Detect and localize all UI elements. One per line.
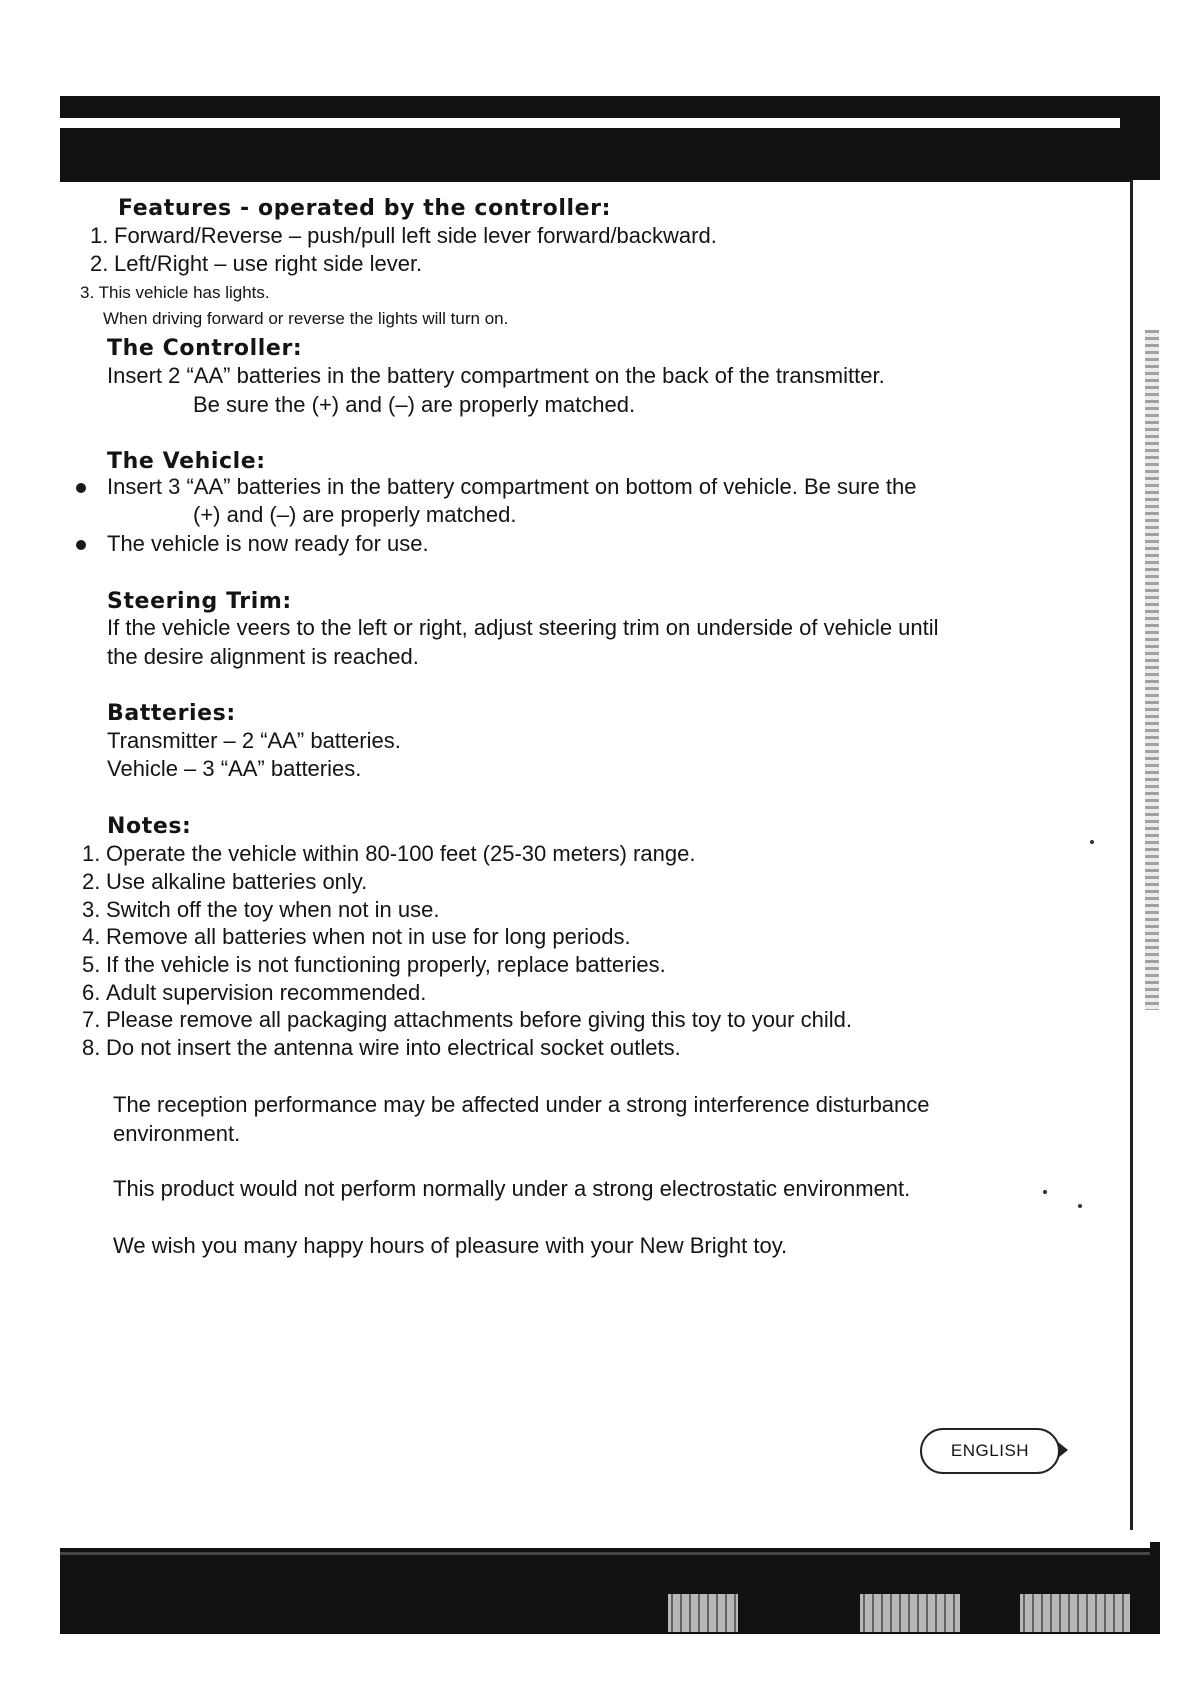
features-item-3-subtext: When driving forward or reverse the lights will turn on.	[103, 309, 509, 328]
list-number: 4.	[82, 924, 101, 949]
bullet-dot	[76, 540, 86, 550]
batteries-line-1: Transmitter – 2 “AA” batteries.	[107, 728, 401, 753]
list-text: Switch off the toy when not in use.	[106, 897, 440, 922]
batteries-heading: Batteries:	[107, 701, 236, 726]
reception-line-2: environment.	[113, 1121, 241, 1146]
language-badge: ENGLISH	[920, 1428, 1060, 1474]
list-number: 6.	[82, 980, 101, 1005]
list-text: Adult supervision recommended.	[106, 980, 427, 1005]
notes-item-6	[82, 979, 426, 1007]
notes-item-2	[82, 868, 367, 896]
bottom-banner-bar	[60, 1542, 1160, 1634]
steering-trim-line-1: If the vehicle veers to the left or right, adjust steering trim on underside of vehicle until	[107, 615, 939, 640]
closing-paragraph: We wish you many happy hours of pleasure with your New Bright toy.	[113, 1233, 788, 1258]
list-text: Use alkaline batteries only.	[106, 869, 368, 894]
notes-item-4	[82, 923, 631, 951]
right-edge-bar	[1130, 180, 1161, 1530]
features-heading: Features - operated by the controller:	[118, 196, 611, 221]
list-text: Left/Right – use right side lever.	[114, 251, 423, 276]
notes-item-8	[82, 1034, 681, 1062]
list-text: Operate the vehicle within 80-100 feet (25-30 meters) range.	[106, 841, 696, 866]
notes-item-5	[82, 951, 666, 979]
list-text: Forward/Reverse – push/pull left side lever forward/backward.	[114, 223, 717, 248]
notes-item-1	[82, 840, 695, 868]
list-text: If the vehicle is not functioning properly, replace batteries.	[106, 952, 666, 977]
reception-line-1: The reception performance may be affected under a strong interference disturbance	[113, 1092, 930, 1117]
list-text: Please remove all packaging attachments before giving this toy to your child.	[106, 1007, 852, 1032]
list-number: 3.	[80, 283, 95, 302]
list-number: 1.	[82, 841, 101, 866]
features-item-2	[90, 250, 422, 278]
scan-speck	[1090, 840, 1094, 844]
list-text: Remove all batteries when not in use for long periods.	[106, 924, 631, 949]
list-number: 3.	[82, 897, 101, 922]
controller-line-2: Be sure the (+) and (–) are properly matched.	[193, 392, 636, 417]
list-text: This vehicle has lights.	[98, 283, 270, 302]
list-number: 7.	[82, 1007, 101, 1032]
notes-heading: Notes:	[107, 814, 192, 839]
list-number: 2.	[82, 869, 101, 894]
vehicle-bullet-1-line-2: (+) and (–) are properly matched.	[193, 502, 517, 527]
notes-item-7	[82, 1006, 852, 1034]
top-banner-bar	[60, 96, 1160, 182]
list-number: 2.	[90, 251, 109, 276]
features-item-3	[80, 282, 270, 304]
features-item-1	[90, 222, 717, 250]
vehicle-bullet-1-line-1: Insert 3 “AA” batteries in the battery compartment on bottom of vehicle. Be sure the	[107, 474, 917, 499]
controller-heading: The Controller:	[107, 336, 303, 361]
vehicle-bullet-2: The vehicle is now ready for use.	[107, 531, 429, 556]
list-number: 1.	[90, 223, 109, 248]
steering-trim-heading: Steering Trim:	[107, 589, 292, 614]
electrostatic-paragraph: This product would not perform normally under a strong electrostatic environment.	[113, 1176, 911, 1201]
notes-item-3	[82, 896, 439, 924]
scan-speck	[1043, 1190, 1047, 1194]
vehicle-heading: The Vehicle:	[107, 449, 266, 474]
steering-trim-line-2: the desire alignment is reached.	[107, 644, 419, 669]
list-text: Do not insert the antenna wire into electrical socket outlets.	[106, 1035, 681, 1060]
list-number: 8.	[82, 1035, 101, 1060]
batteries-line-2: Vehicle – 3 “AA” batteries.	[107, 756, 362, 781]
bullet-dot	[76, 483, 86, 493]
scan-speck	[1078, 1204, 1082, 1208]
controller-line-1: Insert 2 “AA” batteries in the battery compartment on the back of the transmitter.	[107, 363, 885, 388]
list-number: 5.	[82, 952, 101, 977]
